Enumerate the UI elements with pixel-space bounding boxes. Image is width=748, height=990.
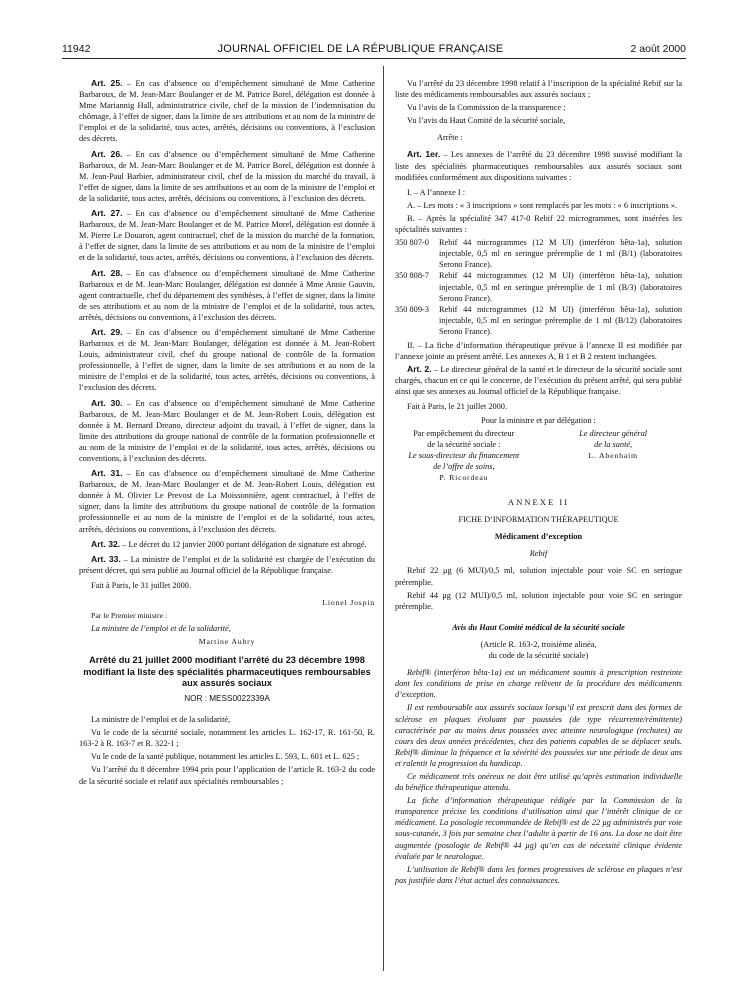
minister-title: La ministre de l’emploi et de la solidarité,: [91, 624, 231, 634]
visa: Vu l’avis du Haut Comité de la sécurité sociale,: [407, 116, 566, 126]
done-at: Fait à Paris, le 21 juillet 2000.: [407, 402, 508, 412]
article-25: Art. 25. – En cas d’absence ou d’empêchement simultané de Mme Catherine Barbaroux, de M. Jean-Marc Boulanger et de M. Patrice Borel, délégation est donnée à Mme Mariannig Hall, administratrice civile, chef de la mission de l’indemnisation du chômage, à l’effet de signer, dans la limite de ses attributions et au nom de la ministre de l’emploi et de la solidarité, tous actes, arrêtés, décisions ou conventions, à l’exclusion des décrets.: [79, 78, 375, 144]
sig-right-name: L. Abenhaim: [588, 450, 638, 460]
visa: La ministre de l’emploi et de la solidarité,: [91, 715, 231, 725]
arrete-label: Arrête :: [437, 133, 463, 143]
column-divider: [383, 66, 384, 971]
article-ref: du code de la sécurité sociale): [488, 651, 589, 661]
article-32: Art. 32. – Le décret du 12 janvier 2000 portant délégation de signature est abrogé.: [91, 538, 367, 549]
page-header: [62, 37, 686, 59]
avis-title: Avis du Haut Comité médical de la sécurité sociale: [452, 622, 625, 632]
rebif-heading: Rebif: [529, 549, 548, 559]
left-column: [79, 78, 375, 789]
fiche-title: FICHE D’INFORMATION THÉRAPEUTIQUE: [458, 515, 619, 525]
visa: Vu l’arrêté du 23 décembre 1998 relatif à l’inscription de la spécialité Rebif sur la liste des médicaments remboursables aux assurés sociaux ;: [395, 79, 682, 100]
signatures: [395, 428, 682, 483]
medication-entry: 350 809-3 Rebif 44 microgrammes (12 M UI) (interféron bêta-1a), solution injectable, 0,5 ml en seringue préremplie de 1 ml (B/12) (laboratoires Serono France).: [395, 304, 682, 336]
point-ii: II. – La fiche d’information thérapeutique prévue à l’annexe II est modifiée par l’annexe jointe au présent arrêté. Les annexes A, B 1 et B 2 restent inchangées.: [395, 340, 682, 362]
article-31: Art. 31. – En cas d’absence ou d’empêchement simultané de Mme Catherine Barbaroux, de M. Jean-Marc Boulanger et de M. Jean-Robert Louis, délégation est donnée à M. Olivier Le Prevost de La Moissonnière, agent contractuel, à l’effet de signer, dans la limite des attributions du groupe national de contrôle de la formation professionnelle et au nom de la ministre de l’emploi et de la solidarité, tous actes, arrêtés, décisions ou conventions, à l’exclusion des décrets.: [79, 468, 375, 534]
article-26: Art. 26. – En cas d’absence ou d’empêchement simultané de Mme Catherine Barbaroux, de M. Jean-Marc Boulanger et de M. Patrice Borel, délégation est donnée à M. Jean-Paul Barbier, administrateur civil, chef de la mission du marché du travail, à l’effet de signer, dans la limite de ses attributions et au nom de la ministre de l’emploi et de la solidarité, tous actes, arrêtés, décisions ou conventions, à l’exclusion des décrets.: [79, 148, 375, 203]
sig-left-line: de la sécurité sociale :: [427, 439, 501, 449]
article-2: Art. 2. – Le directeur général de la santé et le directeur de la sécurité sociale sont chargés, chacun en ce qui le concerne, de l’exécution du présent arrêté, qui sera publié ainsi que ses annexes au Journal officiel de la République française.: [395, 364, 682, 397]
article-33: Art. 33. – La ministre de l’emploi et de la solidarité est chargée de l’exécution du présent décret, qui sera publié au Journal officiel de la République française.: [79, 553, 375, 575]
article-28: Art. 28. – En cas d’absence ou d’empêchement simultané de Mme Catherine Barbaroux et de M. Jean-Marc Boulanger, délégation est donnée à Mme Annie Gauvin, agent contractuelle, chef du département des synthèses, à l’effet de signer, dans la limite de ses attributions et au nom de la ministre de l’emploi et de la solidarité, tous actes, arrêtés, décisions ou conventions, à l’exclusion des décrets.: [79, 267, 375, 322]
avis-paragraph: Il est remboursable aux assurés sociaux lorsqu’il est prescrit dans des formes de sclérose en plaques évoluant par poussées (de type récurrente/rémittente) caractérisée par au moins deux poussées avec atteinte neurologique (rechutes) au cours des deux années précédentes, chez des patients capables de se déplacer seuls. Rebif® diminue la fréquence et la sévérité des poussées sur une période de deux ans et ralentit la progression du handicap.: [395, 703, 682, 768]
avis-paragraph: L’utilisation de Rebif® dans les formes progressives de sclérose en plaques n’est pas justifiée dans l’état actuel des connaissances.: [395, 864, 682, 885]
article-27: Art. 27. – En cas d’absence ou d’empêchement simultané de Mme Catherine Barbaroux, de M. Jean-Marc Boulanger et de M. Patrice Morel, délégation est donnée à M. Pierre Le Douaron, agent contractuel, chef de la mission du marché de la formation, à l’effet de signer, dans la limite de ses attributions et au nom de la ministre de l’emploi et de la solidarité, tous actes, arrêtés, décisions ou conventions, à l’exclusion des décrets.: [79, 208, 375, 263]
article-30: Art. 30. – En cas d’absence ou d’empêchement simultané de Mme Catherine Barbaroux, de M. Jean-Marc Boulanger et de M. Jean-Robert Louis, délégation est donnée à M. Bernard Dreano, directeur adjoint du travail, à l’effet de signer, dans la limite des attributions du groupe national de contrôle de la formation professionnelle et au nom de la ministre de l’emploi et de la solidarité, tous actes, arrêtés, décisions ou conventions, à l’exclusion des décrets.: [79, 397, 375, 463]
arrete-title: Arrêté du 21 juillet 2000 modifiant l’arrêté du 23 décembre 1998 modifiant la liste des spécialités pharmaceutiques remboursables aux assurés sociaux: [83, 655, 371, 688]
sig-right-line: de la santé,: [594, 439, 633, 449]
sig-right-line: Le directeur général: [579, 428, 648, 438]
annexe-1-heading: I. – A l’annexe I :: [407, 187, 466, 197]
visa: Vu l’arrêté du 8 décembre 1994 pris pour l’application de l’article R. 163-2 du code de la sécurité sociale et relatif aux spécialités remboursables ;: [79, 765, 375, 786]
avis-paragraph: Ce médicament très onéreux ne doit être utilisé qu’après estimation individuelle du bénéfice thérapeutique attendu.: [395, 771, 682, 793]
rebif-44: Rebif 44 μg (12 MUI)/0,5 ml, solution injectable pour voie SC en seringue préremplie.: [395, 590, 682, 611]
article-ref: (Article R. 163-2, troisième alinéa,: [480, 639, 597, 649]
minister-name: Martine Aubry: [198, 637, 256, 647]
visa: Vu le code de la sécurité sociale, notamment les articles L. 162-17, R. 161-50, R. 163-2 à R. 163-7 et R. 322-1 ;: [79, 728, 375, 749]
right-column: [395, 78, 682, 888]
journal-title: JOURNAL OFFICIEL DE LA RÉPUBLIQUE FRANÇAISE: [217, 43, 504, 55]
sig-left-line: Par empêchement du directeur: [413, 428, 515, 438]
by-pm: Par le Premier ministre :: [91, 611, 168, 621]
avis-paragraph: Rebif® (interféron bêta-1a) est un médicament soumis à prescription restreinte dont les conditions de prise en charge relèvent de la procédure des médicaments d’exception.: [395, 668, 682, 700]
avis-paragraph: La fiche d’information thérapeutique rédigée par la Commission de la transparence précise les conditions d’utilisation ainsi que l’intérêt clinique de ce médicament. La posologie recommandée de Rebif® est de 22 μg administrés par voie sous-cutanée, 3 fois par semaine chez l’adulte à partir de 16 ans. La dose ne doit être augmentée (posologie de Rebif® 44 μg) qu’en cas de nécessité clinique évidente évaluée par le neurologue.: [395, 796, 682, 861]
done-at: Fait à Paris, le 31 juillet 2000.: [91, 580, 192, 590]
visa: Vu le code de la santé publique, notamment les articles L. 593, L. 601 et L. 625 ;: [91, 752, 360, 762]
issue-date: 2 août 2000: [630, 43, 686, 55]
article-29: Art. 29. – En cas d’absence ou d’empêchement simultané de Mme Catherine Barbaroux et de M. Jean-Marc Boulanger, délégation est donnée à M. Jean-Robert Louis, administrateur civil, chef du groupe national de contrôle de la formation professionnelle, à l’effet de signer, dans la limite de ses attributions et au nom de la ministre de l’emploi et de la solidarité, tous actes, arrêtés, décisions ou conventions, à l’exclusion des décrets.: [79, 326, 375, 393]
point-a: A. – Les mots : « 3 inscriptions » sont remplacés par les mots : « 6 inscriptions ».: [407, 200, 678, 210]
medication-entry: 350 807-0 Rebif 44 microgrammes (12 M UI) (interféron bêta-1a), solution injectable, 0,5 ml en seringue préremplie de 1 ml (B/1) (laboratoires Serono France).: [395, 238, 682, 270]
sig-left-line: de l’offre de soins,: [433, 461, 495, 471]
sig-left-name: P. Ricordeau: [439, 473, 489, 482]
medication-entry: 350 808-7 Rebif 44 microgrammes (12 M UI) (interféron bêta-1a), solution injectable, 0,5 ml en seringue préremplie de 1 ml (B/3) (laboratoires Serono France).: [395, 271, 682, 303]
point-b: B. – Après la spécialité 347 417-0 Rebif 22 microgrammes, sont insérées les spécialités suivantes :: [395, 213, 682, 235]
for-minister: Pour la ministre et par délégation :: [481, 415, 596, 425]
annexe-title: ANNEXE II: [507, 497, 570, 508]
article-1: Art. 1er. – Les annexes de l’arrêté du 23 décembre 1998 susvisé modifiant la liste des spécialités pharmaceutiques remboursables aux assurés sociaux sont modifiées conformément aux dispositions suivantes :: [395, 149, 682, 182]
rebif-22: Rebif 22 μg (6 MUI)/0,5 ml, solution injectable pour voie SC en seringue préremplie.: [395, 566, 682, 587]
visa: Vu l’avis de la Commission de la transparence ;: [407, 103, 566, 113]
sig-left-line: Le sous-directeur du financement: [408, 450, 520, 460]
signature-pm: Lionel Jospin: [322, 598, 375, 608]
medicament-heading: Médicament d’exception: [494, 532, 583, 542]
page-number: 11942: [62, 43, 91, 55]
nor-reference: NOR : MESS0022339A: [184, 694, 270, 704]
